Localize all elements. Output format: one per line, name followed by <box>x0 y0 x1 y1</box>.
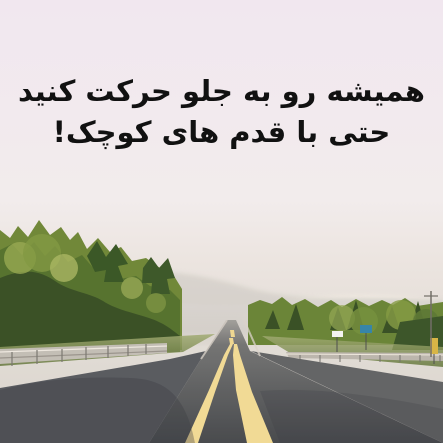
quote-line-2: حتی با قدم های کوچک! <box>52 115 391 150</box>
quote-line-1: همیشه رو به جلو حرکت کنید <box>18 74 425 108</box>
motivational-quote <box>0 72 443 152</box>
